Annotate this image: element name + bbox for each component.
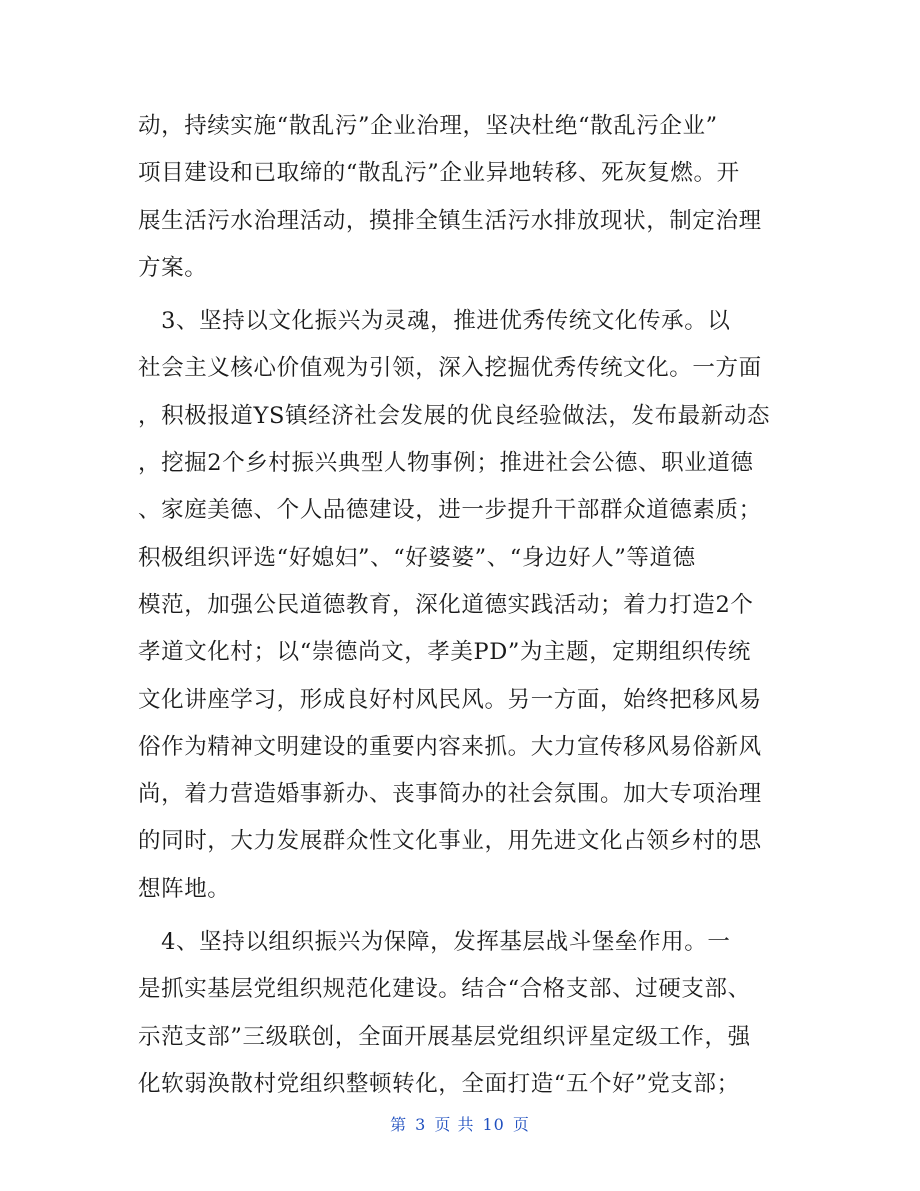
text-line: 展生活污水治理活动，摸排全镇生活污水排放现状，制定治理 — [138, 207, 762, 234]
document-body — [138, 103, 788, 1108]
text-line: 4、坚持以组织振兴为保障，发挥基层战斗堡垒作用。一 — [138, 929, 731, 956]
text-line: 、家庭美德、个人品德建设，进一步提升干部群众道德素质； — [138, 497, 762, 524]
text-line: 动，持续实施“散乱污”企业治理，坚决杜绝“散乱污企业” — [138, 113, 718, 139]
text-line: 文化讲座学习，形成良好村风民风。另一方面，始终把移风易 — [138, 686, 762, 713]
page-footer — [0, 1112, 920, 1135]
text-line: 尚，着力营造婚事新办、丧事简办的社会氛围。加大专项治理 — [138, 781, 762, 808]
text-line: ，挖掘2个乡村振兴典型人物事例；推进社会公德、职业道德 — [138, 450, 754, 477]
paragraph-2 — [138, 298, 788, 913]
total-page-number: 10 — [482, 1115, 505, 1134]
text-line: 社会主义核心价值观为引领，深入挖掘优秀传统文化。一方面 — [138, 355, 762, 382]
footer-mid: 页 共 — [434, 1115, 475, 1134]
current-page-number: 3 — [415, 1115, 427, 1134]
text-line: ，积极报道YS镇经济社会发展的优良经验做法，发布最新动态 — [138, 402, 771, 429]
paragraph-1 — [138, 103, 788, 292]
text-line: 项目建设和已取缔的“散乱污”企业异地转移、死灰复燃。开 — [138, 160, 740, 187]
text-line: 模范，加强公民道德教育，深化道德实践活动；着力打造2个 — [138, 591, 754, 618]
text-line: 积极组织评选“好媳妇”、“好婆婆”、“身边好人”等道德 — [138, 544, 696, 571]
footer-prefix: 第 — [390, 1115, 408, 1134]
text-line: 的同时，大力发展群众性文化事业，用先进文化占领乡村的思 — [138, 828, 762, 855]
footer-suffix: 页 — [512, 1115, 530, 1134]
paragraph-3 — [138, 919, 788, 1108]
text-line: 是抓实基层党组织规范化建设。结合“合格支部、过硬支部、 — [138, 976, 751, 1003]
text-line: 化软弱涣散村党组织整顿转化，全面打造“五个好”党支部； — [138, 1070, 740, 1097]
text-line: 孝道文化村；以“崇德尚文，孝美PD”为主题，定期组织传统 — [138, 639, 751, 666]
text-line: 3、坚持以文化振兴为灵魂，推进优秀传统文化传承。以 — [138, 308, 731, 335]
text-line: 想阵地。 — [138, 875, 231, 902]
text-line: 俗作为精神文明建设的重要内容来抓。大力宣传移风易俗新风 — [138, 733, 762, 760]
text-line: 示范支部”三级联创，全面开展基层党组织评星定级工作，强 — [138, 1023, 751, 1050]
text-line: 方案。 — [138, 254, 208, 281]
